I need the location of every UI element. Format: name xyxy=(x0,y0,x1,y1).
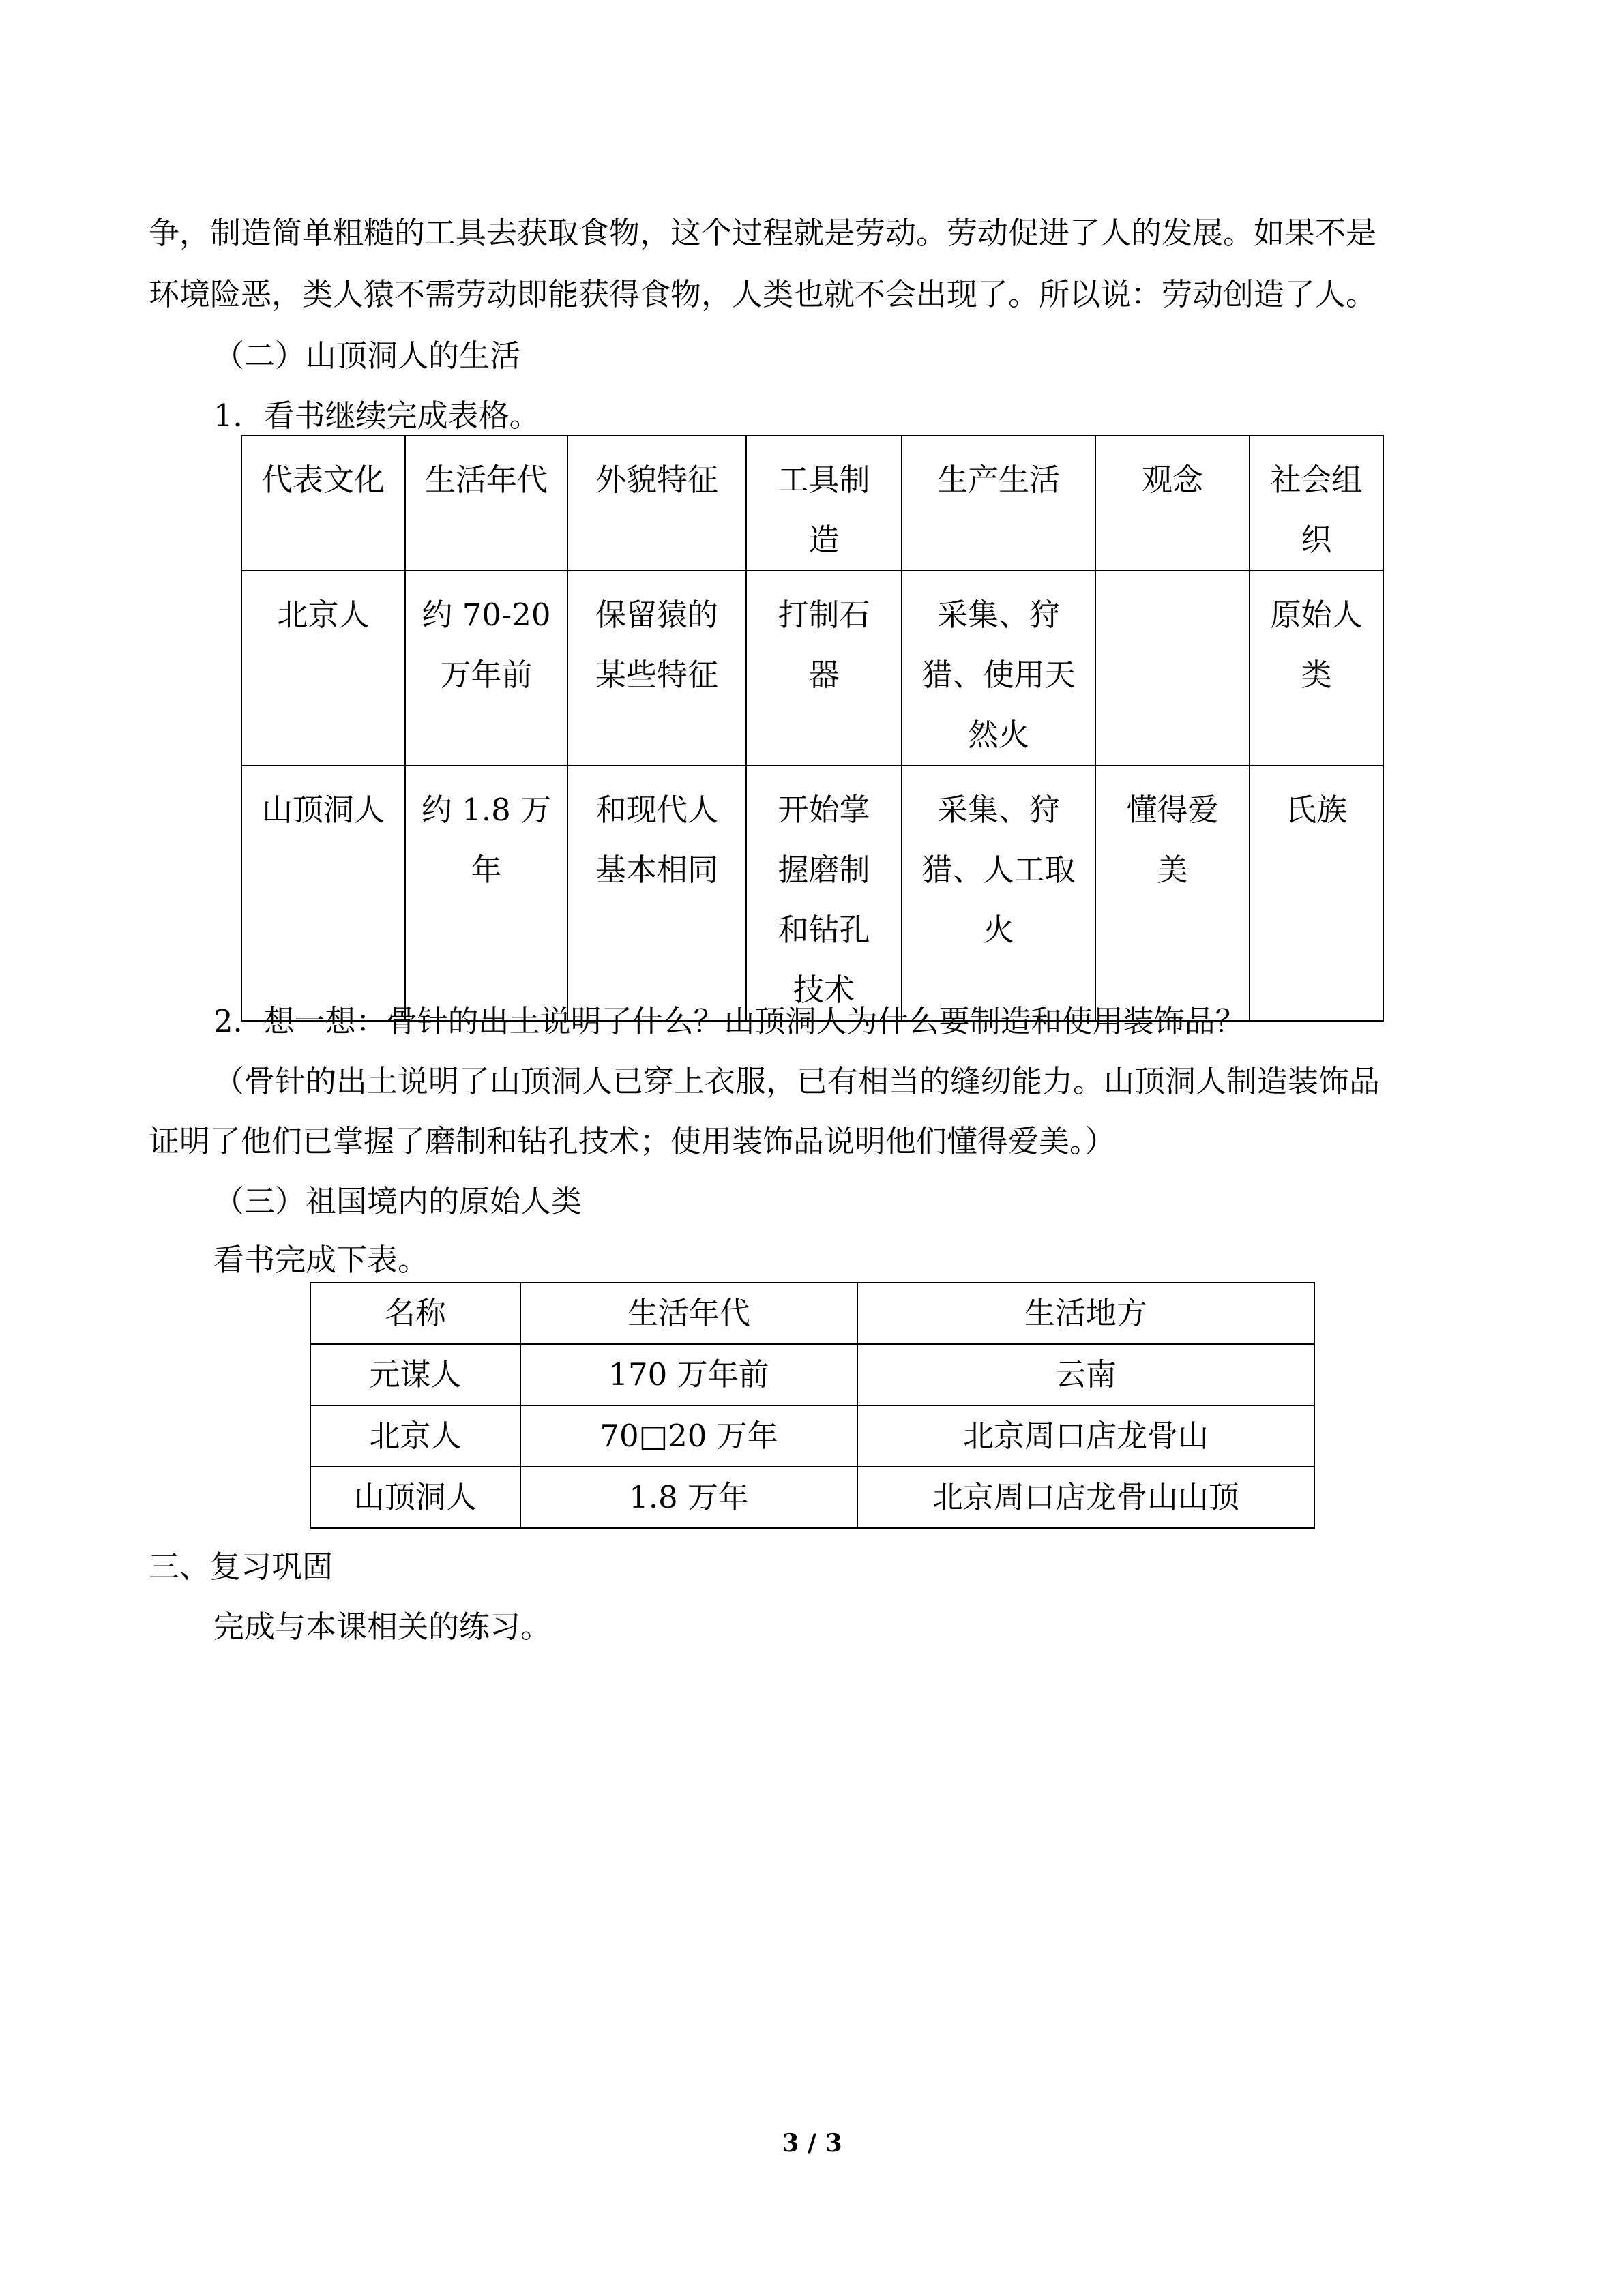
table-header-cell xyxy=(1095,436,1250,571)
answer-line: （骨针的出土说明了山顶洞人已穿上衣服，已有相当的缝纫能力。山顶洞人制造装饰品 xyxy=(213,1063,1381,1099)
table-cell xyxy=(241,766,405,1021)
table-header-cell: 名称 xyxy=(310,1283,520,1344)
paragraph-line: 争，制造简单粗糙的工具去获取食物，这个过程就是劳动。劳动促进了人的发展。如果不是 xyxy=(149,215,1377,251)
section-heading: （二）山顶洞人的生活 xyxy=(213,338,521,374)
table-intro: 看书完成下表。 xyxy=(213,1242,429,1278)
table-header-row xyxy=(241,436,1383,571)
list-item: 1．看书继续完成表格。 xyxy=(213,398,540,434)
table-cell xyxy=(902,571,1095,766)
section-heading: （三）祖国境内的原始人类 xyxy=(213,1183,582,1219)
cell-line: 万年前 xyxy=(440,657,533,693)
cell-line: 代表文化 xyxy=(261,462,385,498)
cell-line: 外貌特征 xyxy=(595,462,718,498)
table-cell xyxy=(1250,766,1383,1021)
table-cell xyxy=(405,571,567,766)
cell-line: 保留猿的 xyxy=(595,597,718,633)
cell-line: 猎、使用天 xyxy=(921,657,1076,693)
table-header-cell xyxy=(567,436,746,571)
cell-line: 造 xyxy=(808,522,840,558)
table-cell xyxy=(405,766,567,1021)
cell-line: 开始掌 xyxy=(778,792,870,828)
table-row xyxy=(310,1344,1314,1405)
cell-line: 北京人 xyxy=(277,597,370,633)
table-cell xyxy=(1095,766,1250,1021)
cell-line: 氏族 xyxy=(1285,792,1347,828)
table-cell: 170 万年前 xyxy=(520,1344,857,1405)
cell-line: 美 xyxy=(1157,852,1188,888)
table-header-cell: 生活年代 xyxy=(520,1283,857,1344)
cell-line: 猎、人工取 xyxy=(921,852,1076,888)
table-cell xyxy=(1095,571,1250,766)
table-cell: 1.8 万年 xyxy=(520,1467,857,1528)
table-cell xyxy=(1250,571,1383,766)
cell-line: 织 xyxy=(1301,522,1332,558)
table-header-cell xyxy=(405,436,567,571)
table-header-cell xyxy=(241,436,405,571)
cell-line: 打制石 xyxy=(778,597,870,633)
paragraph-line: 完成与本课相关的练习。 xyxy=(213,1609,552,1645)
cell-line: 原始人 xyxy=(1270,597,1363,633)
page-number: 3 / 3 xyxy=(782,2129,842,2158)
table-header-cell xyxy=(902,436,1095,571)
table-cell: 北京周口店龙骨山山顶 xyxy=(857,1467,1314,1528)
table-cell xyxy=(746,571,902,766)
cell-line: 握磨制 xyxy=(778,852,870,888)
cell-line: 和钻孔 xyxy=(778,912,870,948)
culture-comparison-table xyxy=(241,435,1384,1022)
table-header-cell xyxy=(1250,436,1383,571)
cell-line: 约 70-20 xyxy=(422,597,551,633)
cell-line: 观念 xyxy=(1141,462,1203,498)
table-cell xyxy=(902,766,1095,1021)
ancient-humans-table xyxy=(310,1282,1315,1529)
table-row xyxy=(241,571,1383,766)
cell-line: 采集、狩 xyxy=(936,792,1060,828)
table-cell xyxy=(567,766,746,1021)
cell-line: 然火 xyxy=(967,717,1029,753)
section-heading: 三、复习巩固 xyxy=(149,1549,334,1585)
cell-line: 类 xyxy=(1301,657,1332,693)
paragraph-line: 环境险恶，类人猿不需劳动即能获得食物，人类也就不会出现了。所以说：劳动创造了人。 xyxy=(149,276,1377,312)
cell-line: 工具制 xyxy=(778,462,870,498)
table-row xyxy=(241,766,1383,1021)
cell-line: 生产生活 xyxy=(936,462,1060,498)
cell-line: 基本相同 xyxy=(595,852,718,888)
table-cell xyxy=(241,571,405,766)
table-header-row xyxy=(310,1283,1314,1344)
table-cell: 山顶洞人 xyxy=(310,1467,520,1528)
table-cell: 云南 xyxy=(857,1344,1314,1405)
cell-line: 懂得爱 xyxy=(1126,792,1219,828)
list-item: 2．想一想：骨针的出土说明了什么？山顶洞人为什么要制造和使用装饰品？ xyxy=(213,1003,1246,1039)
table-row xyxy=(310,1405,1314,1467)
cell-line: 器 xyxy=(808,657,840,693)
cell-line: 社会组 xyxy=(1270,462,1363,498)
table-cell: 北京周口店龙骨山 xyxy=(857,1405,1314,1467)
table-cell: 北京人 xyxy=(310,1405,520,1467)
cell-line: 和现代人 xyxy=(595,792,718,828)
table-cell: 元谋人 xyxy=(310,1344,520,1405)
cell-line: 山顶洞人 xyxy=(261,792,385,828)
answer-line: 证明了他们已掌握了磨制和钻孔技术；使用装饰品说明他们懂得爱美。） xyxy=(149,1123,1116,1159)
table-row xyxy=(310,1467,1314,1528)
table-cell: 70□20 万年 xyxy=(520,1405,857,1467)
table-cell xyxy=(746,766,902,1021)
cell-line: 技术 xyxy=(793,972,855,1008)
table-header-cell: 生活地方 xyxy=(857,1283,1314,1344)
table-header-cell xyxy=(746,436,902,571)
table-cell xyxy=(567,571,746,766)
cell-line: 火 xyxy=(983,912,1014,948)
cell-line: 年 xyxy=(471,852,502,888)
cell-line: 生活年代 xyxy=(424,462,548,498)
cell-line: 采集、狩 xyxy=(936,597,1060,633)
cell-line: 某些特征 xyxy=(595,657,718,693)
cell-line: 约 1.8 万 xyxy=(421,792,552,828)
